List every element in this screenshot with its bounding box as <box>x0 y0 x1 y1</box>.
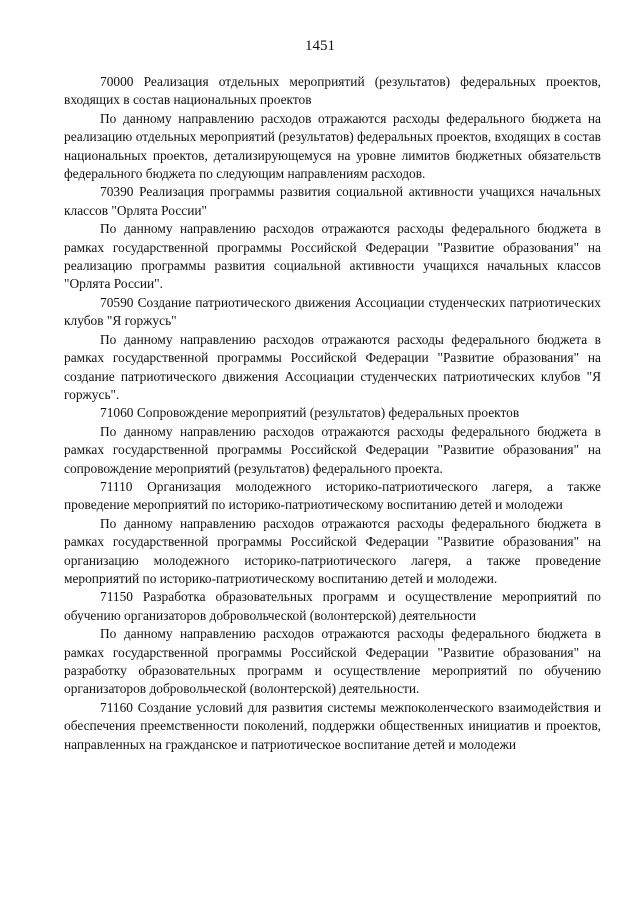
section-heading-70590: 70590 Создание патриотического движения Ассоциации студенческих патриотических клубов "Я горжусь" <box>64 294 601 329</box>
section-heading-71110: 71110 Организация молодежного историко-патриотического лагеря, а также проведение мероприятий по историко-патриотическому воспитанию детей и молодежи <box>64 478 601 513</box>
section-heading-70390: 70390 Реализация программы развития социальной активности учащихся начальных классов "Орлята России" <box>64 184 601 218</box>
section-heading-71150: 71150 Разработка образовательных программ и осуществление мероприятий по обучению организаторов добровольческой (волонтерской) деятельности <box>64 589 601 623</box>
page-number: 1451 <box>305 38 335 54</box>
section-heading-71060: 71060 Сопровождение мероприятий (результатов) федеральных проектов <box>100 405 520 421</box>
paragraph-71110-description: По данному направлению расходов отражаются расходы федерального бюджета в рамках государственной программы Российской Федерации "Развитие образования" на организацию молодежного историко-патриотического лагеря, а также проведение мероприятий по историко-патриотическому воспитанию детей и молодежи. <box>64 515 601 586</box>
section-heading-71160: 71160 Создание условий для развития системы межпоколенческого взаимодействия и обеспечения преемственности поколений, поддержки общественных инициатив и проектов, направленных на гражданское и патриотическое воспитание детей и молодежи <box>64 699 601 752</box>
paragraph-71060-description: По данному направлению расходов отражаются расходы федерального бюджета в рамках государственной программы Российской Федерации "Развитие образования" на сопровождение мероприятий (результатов) федерального проекта. <box>64 423 601 476</box>
paragraph-70590-description: По данному направлению расходов отражаются расходы федерального бюджета в рамках государственной программы Российской Федерации "Развитие образования" на создание патриотического движения Ассоциации студенческих патриотических клубов "Я горжусь". <box>64 331 601 402</box>
section-heading-70000: 70000 Реализация отдельных мероприятий (результатов) федеральных проектов, входящих в состав национальных проектов <box>64 74 601 108</box>
paragraph-71150-description: По данному направлению расходов отражаются расходы федерального бюджета в рамках государственной программы Российской Федерации "Развитие образования" на разработку образовательных программ и осуществление мероприятий по обучению организаторов добровольческой (волонтерской) деятельности. <box>64 626 601 697</box>
document-body <box>64 73 601 754</box>
paragraph-70000-description: По данному направлению расходов отражаются расходы федерального бюджета на реализацию отдельных мероприятий (результатов) федеральных проектов, входящих в состав национальных проектов, детализирующемуся на уровне лимитов бюджетных обязательств федерального бюджета по следующим направлениям расходов. <box>64 110 601 182</box>
paragraph-70390-description: По данному направлению расходов отражаются расходы федерального бюджета в рамках государственной программы Российской Федерации "Развитие образования" на реализацию программы развития социальной активности учащихся начальных классов "Орлята России". <box>64 221 601 292</box>
